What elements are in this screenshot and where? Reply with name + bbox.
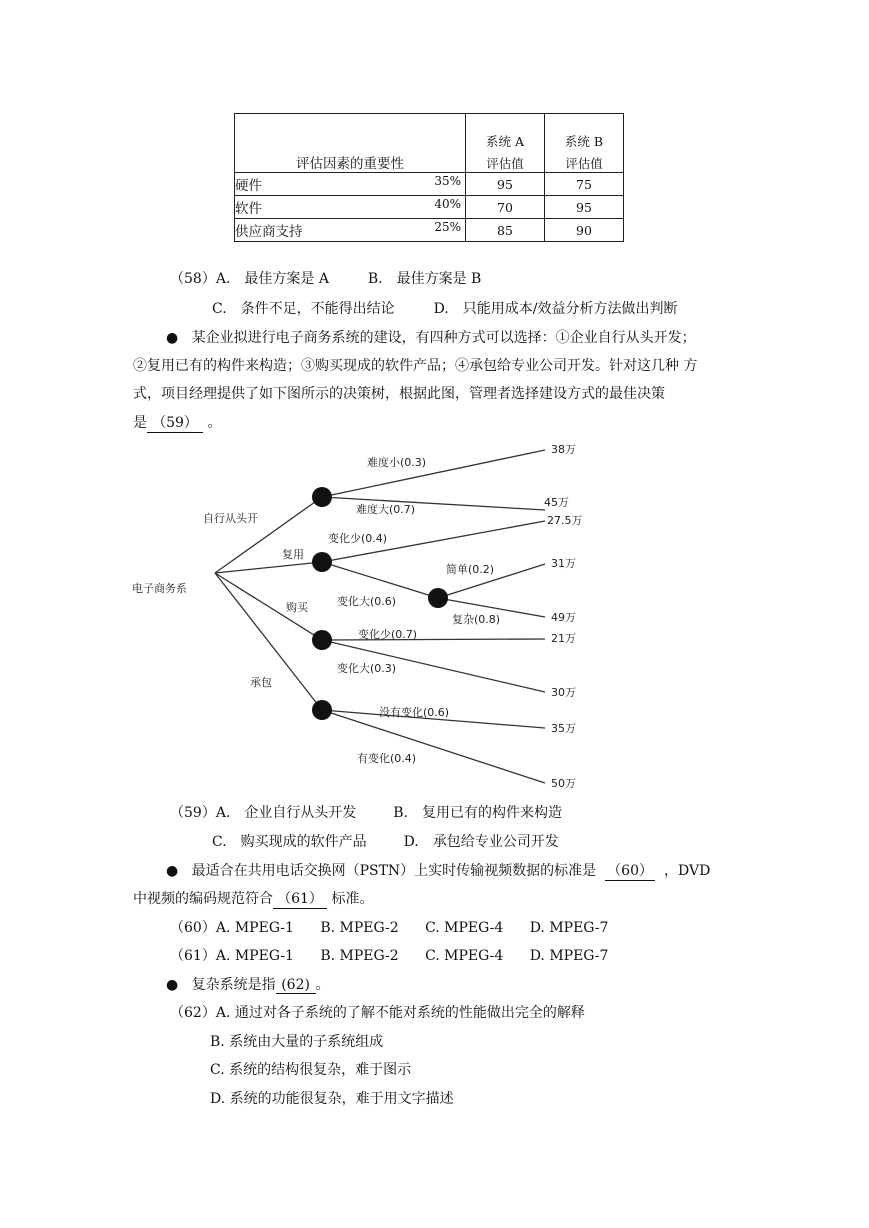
q59-stem-line1 [166,327,696,347]
q61-option-a: A. MPEG-1 [215,948,294,964]
value-a: 95 [466,173,545,196]
q58-option-a: A. 最佳方案是 A [215,271,329,287]
branch-buy-label: 购买 [286,601,308,614]
prob-self-easy: 难度小(0.3) [367,456,427,469]
q62-option-a: A. 通过对各子系统的了解不能对系统的性能做出完全的解释 [215,1005,585,1021]
prob-reuse-more: 变化大(0.6) [337,595,397,608]
q61-option-c: C. MPEG-4 [425,948,504,964]
factor-name: 硬件 [235,178,262,194]
factor-header-cell [235,114,466,173]
answer-blank-61: （61） [273,888,327,909]
q59-option-c: C. 购买现成的软件产品 [212,834,367,850]
q59-option-b: B. 复用已有的构件来构造 [393,805,563,821]
q58-number: （58） [170,271,216,287]
q60-stem-line1 [166,860,710,881]
q60-options [170,917,608,937]
value-a: 70 [466,196,545,219]
factor-name: 软件 [235,201,262,217]
value-b: 90 [545,219,624,242]
factor-weight: 35% [434,174,461,188]
root-label: 电子商务系 [132,582,187,595]
edge-reuse [215,562,322,573]
outcome-21: 21万 [551,632,576,645]
q58-option-d: D. 只能用成本/效益分析方法做出判断 [433,301,678,317]
prob-buy-less: 变化少(0.7) [358,628,418,641]
q62-stem [166,974,330,994]
system-b-header-cell [545,114,624,173]
q61-number: （61） [170,948,216,964]
decision-tree [0,430,869,800]
outcome-27-5: 27.5万 [547,514,583,527]
q61-option-b: B. MPEG-2 [320,948,399,964]
prob-contract-some: 有变化(0.4) [357,752,417,765]
chance-node-reuse-more [428,588,448,608]
outcome-38: 38万 [551,443,576,456]
q60-option-b: B. MPEG-2 [320,920,399,936]
bullet: ● [166,863,179,879]
q58-options-line2 [212,298,677,318]
q58-option-b: B. 最佳方案是 B [367,271,482,287]
q59-options-line1 [170,802,562,822]
q61-option-d: D. MPEG-7 [529,948,609,964]
q60-stem-line2 [133,888,373,909]
factor-weight: 40% [434,197,461,211]
prob-buy-more: 变化大(0.3) [337,662,397,675]
outcome-31: 31万 [551,557,576,570]
q60-option-d: D. MPEG-7 [529,920,609,936]
value-a: 85 [466,219,545,242]
answer-blank-59: （59） [147,412,203,433]
evaluation-table [234,113,624,242]
q58-options-line1 [170,268,481,288]
q59-stem-line3: 式，项目经理提供了如下图所示的决策树，根据此图，管理者选择建设方式的最佳决策 [133,386,665,402]
chance-node-contract [312,700,332,720]
q62-number: （62） [170,1005,216,1021]
q59-stem-line2: ②复用已有的构件来构造；③购买现成的软件产品；④承包给专业公司开发。针对这几种 方 [133,358,698,374]
q59-stem-pre: 是 [133,415,147,431]
edge-buy-less [322,639,545,640]
factor-weight: 25% [434,220,461,234]
q62-stem-text: 复杂系统是指 [191,977,276,993]
q61-stem-post: 标准。 [331,891,374,907]
table-row [235,219,624,242]
outcome-45: 45万 [544,496,569,509]
prob-contract-none: 没有变化(0.6) [379,706,450,719]
q62-option-a-line [170,1002,585,1022]
bullet: ● [166,330,179,346]
q61-stem-text: 中视频的编码规范符合 [133,891,273,907]
chance-node-self [312,487,332,507]
table-row [235,196,624,219]
bullet: ● [166,977,179,993]
value-b: 95 [545,196,624,219]
edge-contract-some [322,710,545,783]
edge-self [215,497,322,573]
q59-options-line2 [212,831,559,851]
q59-option-d: D. 承包给专业公司开发 [403,834,559,850]
prob-self-hard: 难度大(0.7) [356,503,416,516]
answer-blank-60: （60） [605,860,655,881]
q62-stem-post: 。 [315,977,330,993]
q62-option-b: B. 系统由大量的子系统组成 [210,1034,384,1050]
branch-contract-label: 承包 [250,676,272,689]
factor-name: 供应商支持 [235,224,303,240]
outcome-50: 50万 [551,777,576,790]
q60-number: （60） [170,920,216,936]
system-b-header: 系统 B [564,134,604,149]
system-a-value-header: 评估值 [486,156,524,171]
chance-node-buy [312,630,332,650]
factor-header: 评估因素的重要性 [296,156,404,172]
outcome-35: 35万 [551,722,576,735]
q62-option-c: C. 系统的结构很复杂，难于图示 [210,1062,412,1078]
chance-node-reuse [312,552,332,572]
q60-option-a: A. MPEG-1 [215,920,294,936]
outcome-30: 30万 [551,686,576,699]
branch-self-label: 自行从头开 [203,512,258,525]
edge-self-easy [322,450,545,497]
system-a-header: 系统 A [485,134,524,149]
edge-contract [215,573,322,710]
edge-reuse-more [322,562,438,598]
answer-blank-62: (62) [276,977,316,994]
q62-option-d: D. 系统的功能很复杂，难于用文字描述 [210,1091,454,1107]
prob-reuse-complex: 复杂(0.8) [452,613,501,626]
q60-option-c: C. MPEG-4 [425,920,504,936]
q59-stem-post: 。 [207,415,222,431]
prob-reuse-less: 变化少(0.4) [328,532,388,545]
system-a-header-cell [466,114,545,173]
table-row [235,173,624,196]
q59-stem-text: 某企业拟进行电子商务系统的建设，有四种方式可以选择：①企业自行从头开发； [191,330,696,346]
prob-reuse-simple: 简单(0.2) [446,563,495,576]
q58-option-c: C. 条件不足，不能得出结论 [212,301,395,317]
q59-number: （59） [170,805,216,821]
q60-stem-text: 最适合在共用电话交换网（PSTN）上实时传输视频数据的标准是 [191,863,597,879]
q59-option-a: A. 企业自行从头开发 [215,805,357,821]
system-b-value-header: 评估值 [565,156,603,171]
q60-stem-post: ，DVD [664,863,711,879]
value-b: 75 [545,173,624,196]
outcome-49: 49万 [551,611,576,624]
q61-options [170,945,608,965]
branch-reuse-label: 复用 [282,548,304,561]
